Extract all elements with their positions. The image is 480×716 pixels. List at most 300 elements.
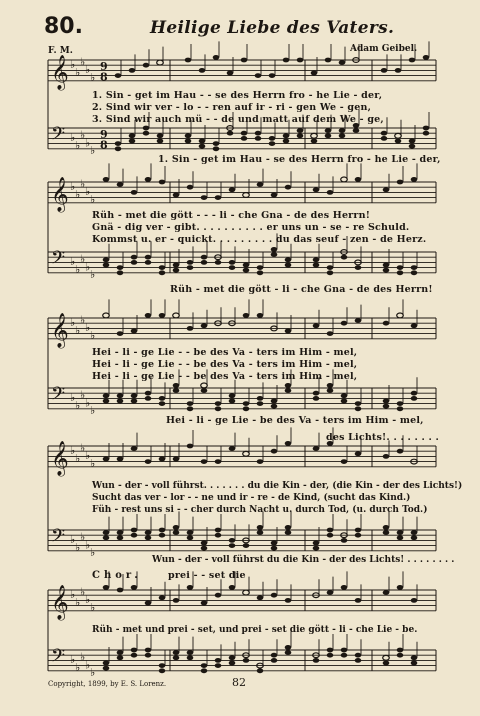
treble-clef: 𝄞 xyxy=(51,585,69,620)
note-head xyxy=(215,658,222,663)
note-head xyxy=(131,648,138,653)
flat-sign: ♭ xyxy=(75,187,81,201)
note-head xyxy=(243,401,250,406)
flat-sign: ♭ xyxy=(75,263,81,276)
note-head xyxy=(145,177,152,182)
note-head xyxy=(411,265,418,270)
flat-sign: ♭ xyxy=(80,128,86,142)
note-head xyxy=(383,187,390,192)
note-head xyxy=(145,601,152,606)
note-head xyxy=(115,141,122,146)
note-head xyxy=(159,313,166,318)
note-head xyxy=(215,593,222,598)
flat-sign: ♭ xyxy=(75,451,81,465)
note-head xyxy=(129,68,136,73)
note-head xyxy=(115,73,122,78)
note-head xyxy=(159,270,166,275)
note-head xyxy=(311,71,318,76)
flat-sign: ♭ xyxy=(70,588,76,601)
note-head xyxy=(145,396,152,401)
note-head xyxy=(283,133,290,138)
note-head xyxy=(131,190,138,195)
note-head xyxy=(229,393,236,398)
note-head xyxy=(117,270,124,275)
note-head xyxy=(341,399,348,404)
verse-3-line-1: 3. Sind wir auch mü - - de und matt auf dem We - ge, xyxy=(92,114,384,125)
composer-credit: F. M. xyxy=(48,46,73,56)
note-head xyxy=(213,141,220,146)
time-signature-upper: 9 xyxy=(100,60,108,73)
note-head xyxy=(229,260,236,265)
note-head xyxy=(297,58,304,63)
note-head xyxy=(131,585,138,590)
note-head xyxy=(131,533,138,538)
bass-lyric-3: Hei - li - ge Lie - be des Va - ters im Him - mel, xyxy=(166,415,424,426)
chorus-lyric: Rüh - met und prei - set, und prei - set die gött - li - che Lie - be. xyxy=(92,625,418,635)
note-head xyxy=(173,193,180,198)
note-head xyxy=(229,585,236,590)
time-signature-lower: 8 xyxy=(100,138,108,152)
note-head xyxy=(285,383,292,388)
note-head xyxy=(257,668,264,673)
note-head xyxy=(381,136,388,141)
note-head xyxy=(201,260,208,265)
note-head xyxy=(173,313,180,318)
note-head xyxy=(173,263,180,268)
note-head xyxy=(187,444,194,449)
note-head xyxy=(117,650,124,655)
note-head xyxy=(215,260,222,265)
note-head xyxy=(129,133,136,138)
flat-sign: ♭ xyxy=(90,666,96,680)
note-head xyxy=(313,323,320,328)
note-head xyxy=(187,655,194,660)
note-head xyxy=(201,383,208,388)
flat-sign: ♭ xyxy=(70,533,76,547)
flat-sign: ♭ xyxy=(70,391,76,405)
note-head xyxy=(341,585,348,590)
note-head xyxy=(201,541,208,546)
note-head xyxy=(257,525,264,530)
note-head xyxy=(159,180,166,185)
verse-1-line-3: Hei - li - ge Lie - - be des Va - ters im Him - mel, xyxy=(92,347,358,358)
note-head xyxy=(229,538,236,543)
verse-2-line-3: Hei - li - ge Lie - - be des Va - ters im Him - mel, xyxy=(92,359,358,370)
note-head xyxy=(313,257,320,262)
note-head xyxy=(145,535,152,540)
flat-sign: ♭ xyxy=(85,63,91,77)
note-head xyxy=(397,180,404,185)
note-head xyxy=(409,58,416,63)
note-head xyxy=(397,401,404,406)
note-head xyxy=(397,406,404,411)
note-head xyxy=(173,530,180,535)
note-head xyxy=(341,459,348,464)
note-head xyxy=(285,525,292,530)
note-head xyxy=(411,177,418,182)
flat-sign: ♭ xyxy=(90,601,96,614)
note-head xyxy=(271,193,278,198)
note-head xyxy=(199,68,206,73)
note-head xyxy=(341,255,348,260)
note-head xyxy=(411,396,418,401)
note-head xyxy=(313,546,320,551)
note-head xyxy=(103,535,110,540)
note-head xyxy=(395,68,402,73)
note-head xyxy=(213,146,220,151)
note-head xyxy=(159,533,166,538)
note-head xyxy=(241,131,248,136)
treble-staff-3 xyxy=(48,318,436,339)
flat-sign: ♭ xyxy=(85,658,91,672)
note-head xyxy=(397,585,404,590)
note-head xyxy=(103,257,110,262)
verse-2-line-1: 2. Sind wir ver - lo - - ren auf ir - ri - gen We - gen, xyxy=(92,102,372,113)
flat-sign: ♭ xyxy=(75,595,81,609)
note-head xyxy=(187,401,194,406)
flat-sign: ♭ xyxy=(70,131,76,145)
note-head xyxy=(215,533,222,538)
note-head xyxy=(271,593,278,598)
note-head xyxy=(117,535,124,540)
flat-sign: ♭ xyxy=(90,329,96,342)
note-head xyxy=(157,133,164,138)
flat-sign: ♭ xyxy=(85,449,91,463)
treble-clef: 𝄞 xyxy=(51,177,69,212)
flat-sign: ♭ xyxy=(80,650,86,664)
treble-staff-4 xyxy=(48,446,436,467)
note-head xyxy=(199,144,206,149)
flat-sign: ♭ xyxy=(70,316,76,329)
note-head xyxy=(213,55,220,60)
note-head xyxy=(285,441,292,446)
bass-clef: 𝄢 xyxy=(51,646,66,671)
note-head xyxy=(271,252,278,257)
note-head xyxy=(313,396,320,401)
note-head xyxy=(339,133,346,138)
note-head xyxy=(215,663,222,668)
bass-staff-2 xyxy=(48,252,436,273)
note-head xyxy=(383,661,390,666)
note-head xyxy=(159,663,166,668)
note-head xyxy=(201,601,208,606)
note-head xyxy=(145,255,152,260)
note-head xyxy=(201,546,208,551)
note-head xyxy=(397,653,404,658)
note-head xyxy=(285,257,292,262)
note-head xyxy=(257,530,264,535)
note-head xyxy=(201,255,208,260)
note-head xyxy=(341,538,348,543)
flat-sign: ♭ xyxy=(75,541,81,554)
bass-lyric-4: Wun - der - voll führst du die Kin - der des Lichts! . . . . . . . . xyxy=(152,555,455,565)
note-head xyxy=(103,585,110,590)
note-head xyxy=(397,648,404,653)
note-head xyxy=(283,139,290,144)
note-head xyxy=(145,260,152,265)
note-head xyxy=(131,255,138,260)
note-head xyxy=(117,457,124,462)
verse-2-line-2: Gnä - dig ver - gibt. . . . . . . . . . er uns un - se - re Schuld. xyxy=(92,222,410,233)
note-head xyxy=(341,648,348,653)
note-head xyxy=(159,668,166,673)
note-head xyxy=(355,451,362,456)
note-head xyxy=(257,396,264,401)
note-head xyxy=(201,459,208,464)
note-head xyxy=(411,535,418,540)
flat-sign: ♭ xyxy=(70,653,76,667)
note-head xyxy=(325,58,332,63)
note-head xyxy=(411,530,418,535)
note-head xyxy=(397,313,404,318)
note-head xyxy=(173,655,180,660)
note-head xyxy=(159,457,166,462)
note-head xyxy=(103,263,110,268)
note-head xyxy=(411,323,418,328)
note-head xyxy=(103,399,110,404)
note-head xyxy=(311,139,318,144)
note-head xyxy=(157,60,164,65)
note-head xyxy=(285,650,292,655)
note-head xyxy=(383,454,390,459)
note-head xyxy=(271,399,278,404)
note-head xyxy=(117,655,124,660)
note-head xyxy=(117,393,124,398)
flat-sign: ♭ xyxy=(85,136,91,150)
note-head xyxy=(271,658,278,663)
note-head xyxy=(353,128,360,133)
note-head xyxy=(185,133,192,138)
verse-3-line-4: Füh - rest uns si - - cher durch Nacht u. durch Tod, (u. durch Tod.) xyxy=(92,505,428,515)
note-head xyxy=(395,139,402,144)
note-head xyxy=(145,459,152,464)
note-head xyxy=(173,383,180,388)
note-head xyxy=(243,263,250,268)
treble-clef: 𝄞 xyxy=(51,55,69,90)
note-head xyxy=(383,268,390,273)
note-head xyxy=(327,383,334,388)
note-head xyxy=(243,406,250,411)
note-head xyxy=(327,190,334,195)
note-head xyxy=(423,55,430,60)
note-head xyxy=(341,177,348,182)
bass-clef: 𝄢 xyxy=(51,384,66,409)
note-head xyxy=(243,658,250,663)
chorus-label: Chor. xyxy=(92,570,142,581)
note-head xyxy=(257,401,264,406)
note-head xyxy=(383,655,390,660)
note-head xyxy=(383,404,390,409)
note-head xyxy=(243,451,250,456)
note-head xyxy=(159,396,166,401)
flat-sign: ♭ xyxy=(90,546,96,560)
flat-sign: ♭ xyxy=(85,321,91,335)
treble-clef: 𝄞 xyxy=(51,441,69,476)
note-head xyxy=(185,139,192,144)
note-head xyxy=(173,388,180,393)
note-head xyxy=(243,193,250,198)
note-head xyxy=(355,598,362,603)
treble-staff-5 xyxy=(48,590,436,611)
note-head xyxy=(271,247,278,252)
bass-lyric-2: Rüh - met die gött - li - che Gna - de des Herrn! xyxy=(170,284,433,295)
note-head xyxy=(215,459,222,464)
note-head xyxy=(325,133,332,138)
flat-sign: ♭ xyxy=(85,538,91,552)
note-head xyxy=(423,126,430,131)
note-head xyxy=(423,131,430,136)
note-head xyxy=(271,653,278,658)
above-lyric-4: des Lichts!. . . . . . . . xyxy=(326,432,440,443)
note-head xyxy=(283,58,290,63)
note-head xyxy=(285,645,292,650)
note-head xyxy=(201,323,208,328)
note-head xyxy=(313,446,320,451)
note-head xyxy=(383,590,390,595)
flat-sign: ♭ xyxy=(80,585,86,599)
note-head xyxy=(187,326,194,331)
note-head xyxy=(227,71,234,76)
note-head xyxy=(173,268,180,273)
flat-sign: ♭ xyxy=(90,144,96,158)
hymn-title: Heilige Liebe des Vaters. xyxy=(150,18,395,38)
note-head xyxy=(159,265,166,270)
bass-lyric-1: 1. Sin - get im Hau - se des Herrn fro - he Lie - der, xyxy=(158,154,441,165)
note-head xyxy=(243,313,250,318)
note-head xyxy=(269,136,276,141)
note-head xyxy=(229,265,236,270)
note-head xyxy=(103,530,110,535)
note-head xyxy=(215,406,222,411)
note-head xyxy=(187,185,194,190)
flat-sign: ♭ xyxy=(70,58,76,71)
flat-sign: ♭ xyxy=(75,139,81,152)
note-head xyxy=(269,73,276,78)
note-head xyxy=(229,446,236,451)
note-head xyxy=(215,401,222,406)
note-head xyxy=(143,131,150,136)
note-head xyxy=(145,530,152,535)
note-head xyxy=(103,666,110,671)
note-head xyxy=(355,528,362,533)
note-head xyxy=(271,404,278,409)
verse-3-line-3: Hei - li - ge Lie - - be des Va - ters im Him - mel, xyxy=(92,371,358,382)
note-head xyxy=(103,661,110,666)
flat-sign: ♭ xyxy=(80,55,86,69)
note-head xyxy=(187,535,194,540)
note-head xyxy=(383,321,390,326)
note-head xyxy=(297,128,304,133)
note-head xyxy=(243,543,250,548)
flat-sign: ♭ xyxy=(90,193,96,206)
note-head xyxy=(131,528,138,533)
note-head xyxy=(355,658,362,663)
note-head xyxy=(341,393,348,398)
note-head xyxy=(313,658,320,663)
note-head xyxy=(145,313,152,318)
page-number: 82 xyxy=(232,676,246,689)
note-head xyxy=(255,136,262,141)
flat-sign: ♭ xyxy=(85,260,91,274)
note-head xyxy=(131,260,138,265)
note-head xyxy=(129,139,136,144)
note-head xyxy=(411,270,418,275)
note-head xyxy=(117,265,124,270)
note-head xyxy=(173,525,180,530)
note-head xyxy=(215,195,222,200)
note-head xyxy=(285,185,292,190)
note-head xyxy=(159,401,166,406)
note-head xyxy=(339,128,346,133)
note-head xyxy=(173,457,180,462)
note-head xyxy=(327,528,334,533)
poet-credit: Adam Geibel. xyxy=(350,44,418,54)
note-head xyxy=(229,187,236,192)
note-head xyxy=(383,525,390,530)
note-head xyxy=(131,393,138,398)
note-head xyxy=(339,60,346,65)
flat-sign: ♭ xyxy=(80,530,86,544)
note-head xyxy=(271,541,278,546)
note-head xyxy=(103,177,110,182)
note-head xyxy=(201,663,208,668)
note-head xyxy=(341,653,348,658)
note-head xyxy=(115,146,122,151)
flat-sign: ♭ xyxy=(90,457,96,470)
note-head xyxy=(103,457,110,462)
note-head xyxy=(131,329,138,334)
note-head xyxy=(271,546,278,551)
note-head xyxy=(327,331,334,336)
note-head xyxy=(229,661,236,666)
note-head xyxy=(117,588,124,593)
note-head xyxy=(229,655,236,660)
verse-1-line-4: Wun - der - voll führst. . . . . . . du die Kin - der, (die Kin - der des Lichts!) xyxy=(92,481,463,491)
bass-clef: 𝄢 xyxy=(51,526,66,551)
note-head xyxy=(103,313,110,318)
flat-sign: ♭ xyxy=(75,323,81,337)
note-head xyxy=(257,595,264,600)
note-head xyxy=(271,449,278,454)
note-head xyxy=(201,388,208,393)
note-head xyxy=(131,446,138,451)
bass-clef: 𝄢 xyxy=(51,248,66,273)
copyright-notice: Copyright, 1899, by E. S. Lorenz. xyxy=(48,680,167,688)
note-head xyxy=(381,68,388,73)
note-head xyxy=(255,73,262,78)
flat-sign: ♭ xyxy=(90,268,96,282)
note-head xyxy=(173,598,180,603)
note-head xyxy=(397,535,404,540)
flat-sign: ♭ xyxy=(80,388,86,402)
note-head xyxy=(355,177,362,182)
note-head xyxy=(381,131,388,136)
treble-staff-2 xyxy=(48,182,436,203)
note-head xyxy=(145,391,152,396)
note-head xyxy=(311,133,318,138)
note-head xyxy=(297,133,304,138)
note-head xyxy=(411,661,418,666)
note-head xyxy=(187,650,194,655)
note-head xyxy=(355,318,362,323)
note-head xyxy=(257,313,264,318)
note-head xyxy=(117,182,124,187)
note-head xyxy=(285,263,292,268)
note-head xyxy=(411,391,418,396)
note-head xyxy=(185,58,192,63)
flat-sign: ♭ xyxy=(80,177,86,191)
note-head xyxy=(397,265,404,270)
